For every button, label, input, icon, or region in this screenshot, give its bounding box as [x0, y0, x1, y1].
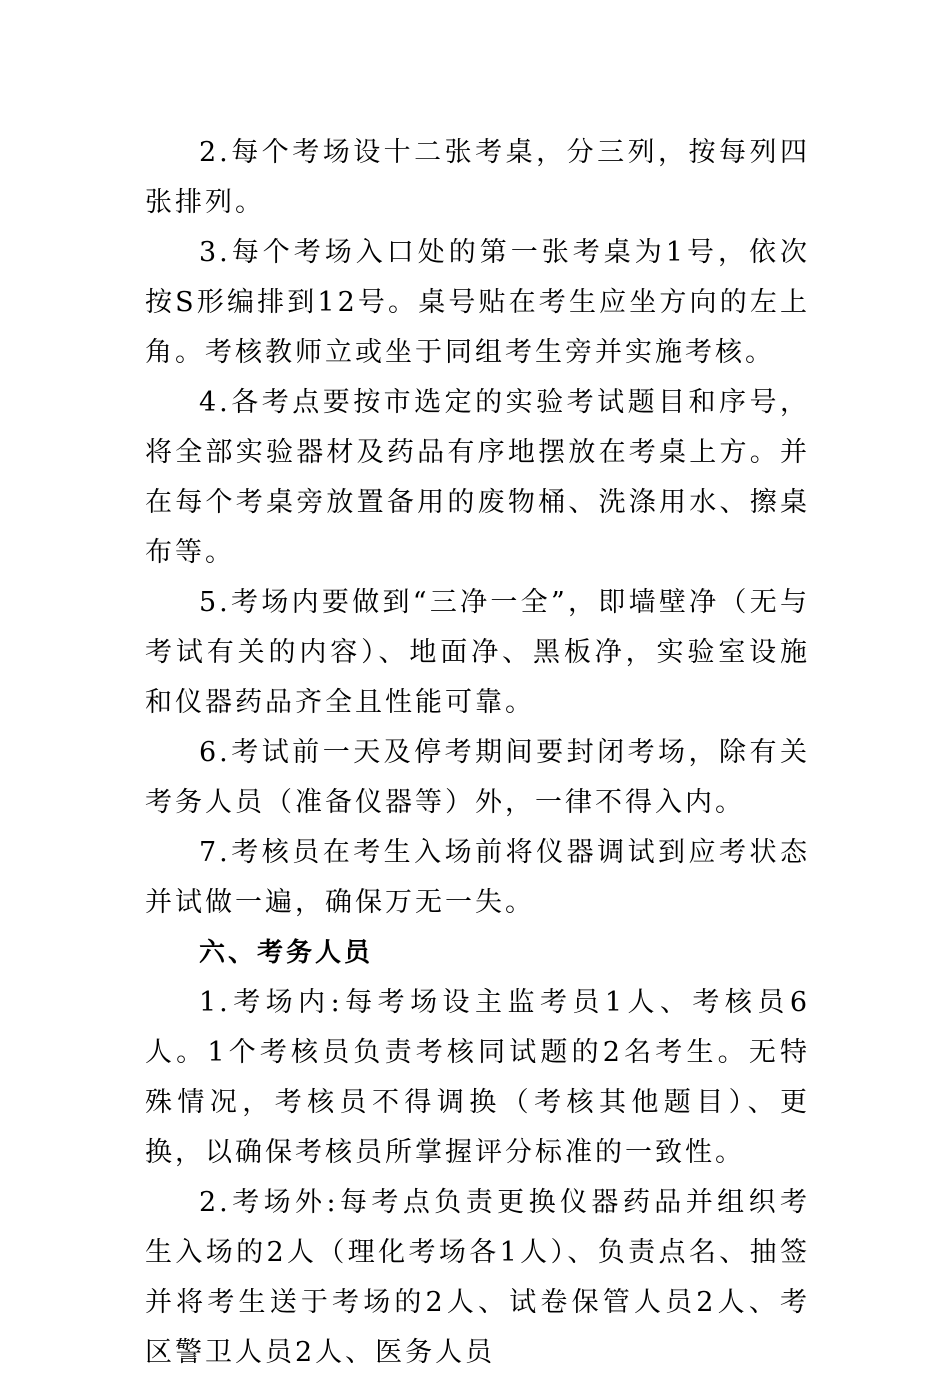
- section-paragraph-1: 1.考场内:每考场设主监考员1人、考核员6人。1个考核员负责考核同试题的2名考生。无特殊情况，考核员不得调换（考核其他题目）、更换，以确保考核员所掌握评分标准的一致性。: [145, 987, 810, 1168]
- paragraph-item-2: 2.每个考场设十二张考桌，分三列，按每列四张排列。: [145, 137, 810, 218]
- paragraph-item-4: 4.各考点要按市选定的实验考试题目和序号，将全部实验器材及药品有序地摆放在考桌上方。并在每个考桌旁放置备用的废物桶、洗涤用水、擦桌布等。: [145, 387, 810, 568]
- paragraph-item-3: 3.每个考场入口处的第一张考桌为1号，依次按S形编排到12号。桌号贴在考生应坐方向的左上角。考核教师立或坐于同组考生旁并实施考核。: [145, 237, 810, 368]
- document-body: [145, 128, 810, 1378]
- section-paragraph-2: 2.考场外:每考点负责更换仪器药品并组织考生入场的2人（理化考场各1人）、负责点名、抽签并将考生送于考场的2人、试卷保管人员2人、考区警卫人员2人、医务人员: [145, 1187, 810, 1368]
- paragraph-item-5: 5.考场内要做到“三净一全”，即墙壁净（无与考试有关的内容）、地面净、黑板净，实验室设施和仪器药品齐全且性能可靠。: [145, 587, 810, 718]
- paragraph-item-6: 6.考试前一天及停考期间要封闭考场，除有关考务人员（准备仪器等）外，一律不得入内。: [145, 737, 810, 818]
- section-heading: 六、考务人员: [199, 938, 374, 968]
- paragraph-item-7: 7.考核员在考生入场前将仪器调试到应考状态并试做一遍，确保万无一失。: [145, 837, 810, 918]
